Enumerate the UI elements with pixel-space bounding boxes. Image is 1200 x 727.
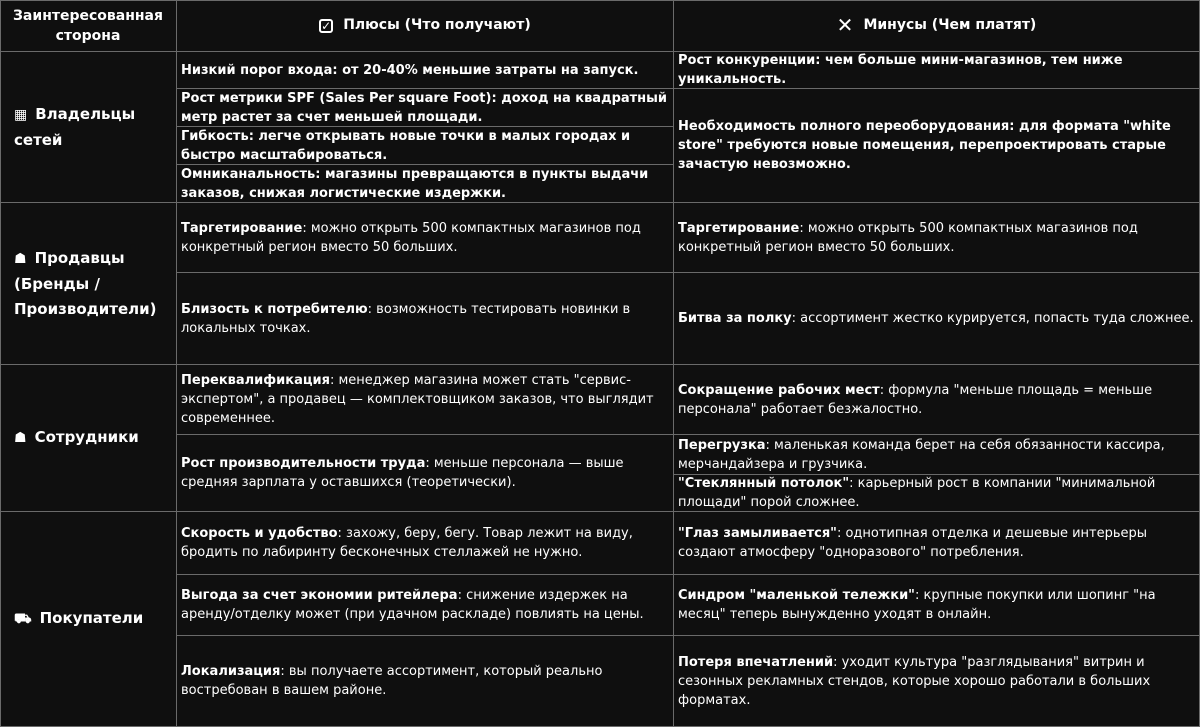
pros-item: Локализация: вы получаете ассортимент, который реально востребован в вашем районе. xyxy=(177,636,674,727)
stakeholder-employees: ☗ Сотрудники xyxy=(0,365,177,512)
building-icon: ▦ xyxy=(14,106,28,123)
cons-item: "Глаз замыливается": однотипная отделка и дешевые интерьеры создают атмосферу "одноразового" потребления. xyxy=(674,512,1200,575)
pros-item: Переквалификация: менеджер магазина может стать "сервис-экспертом", а продавец — комплектовщиком заказов, что выглядит современнее. xyxy=(177,365,674,435)
person-icon: ☗ xyxy=(14,250,27,267)
cross-icon: ✕ xyxy=(836,13,854,37)
pros-item: Близость к потребителю: возможность тестировать новинки в локальных точках. xyxy=(177,273,674,365)
cons-item: Необходимость полного переоборудования: для формата "white store" требуются новые помещения, перепроектировать старые зачастую невозможно. xyxy=(674,89,1200,203)
cons-item: Синдром "маленькой тележки": крупные покупки или шопинг "на месяц" теперь вынужденно уходят в онлайн. xyxy=(674,575,1200,636)
stakeholder-buyers: ⛟ Покупатели xyxy=(0,512,177,727)
pros-item: Омниканальность: магазины превращаются в пункты выдачи заказов, снижая логистические издержки. xyxy=(177,165,674,203)
pros-item: Низкий порог входа: от 20-40% меньшие затраты на запуск. xyxy=(177,52,674,89)
checkbox-icon: ✓ xyxy=(321,18,332,33)
pros-item: Выгода за счет экономии ритейлера: снижение издержек на аренду/отделку может (при удачном раскладе) повлиять на цены. xyxy=(177,575,674,636)
cons-item: Рост конкуренции: чем больше мини-магазинов, тем ниже уникальность. xyxy=(674,52,1200,89)
pros-item: Рост метрики SPF (Sales Per square Foot): доход на квадратный метр растет за счет меньшей площади. xyxy=(177,89,674,127)
cons-item: "Стеклянный потолок": карьерный рост в компании "минимальной площади" порой сложнее. xyxy=(674,475,1200,512)
pros-item: Рост производительности труда: меньше персонала — выше средняя зарплата у оставшихся (теоретически). xyxy=(177,435,674,512)
pros-item: Гибкость: легче открывать новые точки в малых городах и быстро масштабироваться. xyxy=(177,127,674,165)
cons-item: Битва за полку: ассортимент жестко курируется, попасть туда сложнее. xyxy=(674,273,1200,365)
pros-item: Таргетирование: можно открыть 500 компактных магазинов под конкретный регион вместо 50 больших. xyxy=(177,203,674,273)
cons-item: Сокращение рабочих мест: формула "меньше площадь = меньше персонала" работает безжалостно. xyxy=(674,365,1200,435)
stakeholder-owners: ▦ Владельцы сетей xyxy=(0,52,177,203)
header-cons: ✕ Минусы (Чем платят) xyxy=(674,0,1200,52)
cons-item: Перегрузка: маленькая команда берет на себя обязанности кассира, мерчандайзера и грузчика. xyxy=(674,435,1200,475)
worker-icon: ☗ xyxy=(14,430,27,446)
cart-icon: ⛟ xyxy=(14,611,32,627)
cons-item: Таргетирование: можно открыть 500 компактных магазинов под конкретный регион вместо 50 больших. xyxy=(674,203,1200,273)
header-pros: ✓ Плюсы (Что получают) xyxy=(177,0,674,52)
stakeholder-sellers: ☗ Продавцы (Бренды / Производители) xyxy=(0,203,177,365)
cons-item: Потеря впечатлений: уходит культура "разглядывания" витрин и сезонных рекламных стендов, которые хорошо работали в больших форматах. xyxy=(674,636,1200,727)
pros-item: Скорость и удобство: захожу, беру, бегу. Товар лежит на виду, бродить по лабиринту бесконечных стеллажей не нужно. xyxy=(177,512,674,575)
header-stakeholder: Заинтересованная сторона xyxy=(0,0,177,52)
